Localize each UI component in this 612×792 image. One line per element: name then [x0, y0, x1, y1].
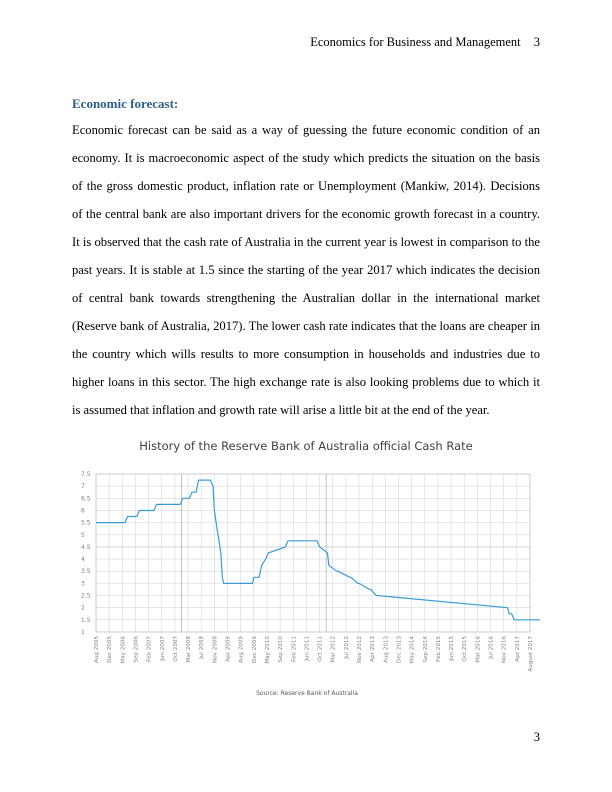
y-tick-label: 3.5 [81, 568, 91, 576]
x-tick-label: Dec 2005 [107, 636, 114, 663]
x-axis-ticks [94, 636, 534, 672]
y-tick-label: 4 [81, 556, 85, 564]
x-tick-label: Mar 2008 [186, 636, 193, 663]
y-tick-label: 2 [81, 604, 85, 612]
x-tick-label: Sep 2006 [133, 636, 140, 663]
page-number: 3 [533, 730, 540, 744]
x-tick-label: Sep 2010 [278, 636, 285, 663]
x-tick-label: Nov 2012 [357, 636, 364, 663]
x-tick-label: Jul 2008 [199, 636, 206, 659]
x-tick-label: Dec 2013 [396, 636, 403, 663]
chart-canvas [72, 430, 540, 708]
series-line-cash-rate [96, 480, 540, 620]
x-tick-label: Aug 2009 [238, 636, 245, 663]
x-tick-label: May 2014 [409, 636, 416, 664]
y-tick-label: 3 [81, 580, 85, 588]
x-tick-label: Nov 2016 [501, 636, 508, 663]
x-tick-label: Jul 2012 [343, 636, 350, 659]
x-tick-label: Aug 2005 [94, 636, 100, 663]
y-tick-label: 5 [81, 531, 85, 539]
x-tick-label: Oct 2015 [462, 636, 469, 662]
y-tick-label: 2.5 [81, 592, 91, 600]
y-tick-label: 6 [81, 507, 85, 515]
x-tick-label: May 2010 [264, 636, 271, 664]
x-tick-label: Mar 2012 [330, 636, 337, 663]
chart-source: Source: Reserve Bank of Australia [256, 690, 358, 697]
x-tick-label: August 2017 [528, 636, 534, 672]
x-tick-label: Apr 2009 [225, 636, 232, 662]
y-tick-label: 6.5 [81, 495, 91, 503]
running-title: Economics for Business and Management [310, 35, 521, 49]
x-tick-label: Nov 2008 [212, 636, 219, 663]
y-tick-label: 1.5 [81, 616, 91, 624]
y-tick-label: 4.5 [81, 543, 91, 551]
chart-grid [96, 474, 530, 632]
x-tick-label: Jun 2007 [159, 636, 166, 661]
x-tick-label: Jun 2015 [449, 636, 456, 661]
x-tick-label: Jul 2016 [488, 636, 495, 659]
x-tick-label: Dec 2009 [251, 636, 258, 663]
y-tick-label: 7 [81, 483, 85, 491]
cash-rate-chart [72, 430, 540, 708]
y-tick-label: 1 [81, 629, 85, 636]
x-tick-label: Feb 2011 [291, 636, 298, 662]
body-paragraph: Economic forecast can be said as a way of guessing the future economic condition of an economy. It is macroeconomic aspect of the study which predicts the situation on the basis of the gross domestic product, inflation rate or Unemployment (Mankiw, 2014). Decisions of the central bank are also important drivers for the economic growth forecast in a country. It is observed that the cash rate of Australia in the current year is lowest in comparison to the past years. It is stable at 1.5 since the starting of the year 2017 which indicates the decision of central bank towards strengthening the Australian dollar in the international market (Reserve bank of Australia, 2017). The lower cash rate indicates that the loans are cheaper in the country which wills results to more consumption in households and industries due to higher loans in this sector. The high exchange rate is also looking problems due to which it is assumed that inflation and growth rate will arise a little bit at the end of the year. [72, 123, 540, 417]
x-tick-label: Apr 2017 [514, 636, 521, 662]
x-tick-label: Feb 2007 [146, 636, 153, 662]
running-header [310, 35, 540, 50]
header-page-number: 3 [533, 35, 540, 49]
x-tick-label: Apr 2013 [370, 636, 377, 662]
section-heading: Economic forecast: [72, 96, 179, 111]
x-tick-label: Oct 2007 [172, 636, 179, 662]
y-tick-label: 7.5 [81, 471, 91, 478]
chart-title: History of the Reserve Bank of Australia official Cash Rate [139, 439, 473, 453]
x-tick-label: Mar 2016 [475, 636, 482, 663]
y-tick-label: 5.5 [81, 519, 91, 527]
x-tick-label: Jun 2011 [304, 636, 311, 661]
plot-frame [96, 474, 530, 632]
chart-series [96, 480, 540, 620]
x-tick-label: Aug 2013 [383, 636, 390, 663]
x-tick-label: May 2006 [120, 636, 127, 664]
x-tick-label: Feb 2015 [435, 636, 442, 662]
x-tick-label: Oct 2011 [317, 636, 324, 662]
x-tick-label: Sep 2014 [422, 636, 429, 663]
y-axis-ticks [81, 471, 91, 636]
